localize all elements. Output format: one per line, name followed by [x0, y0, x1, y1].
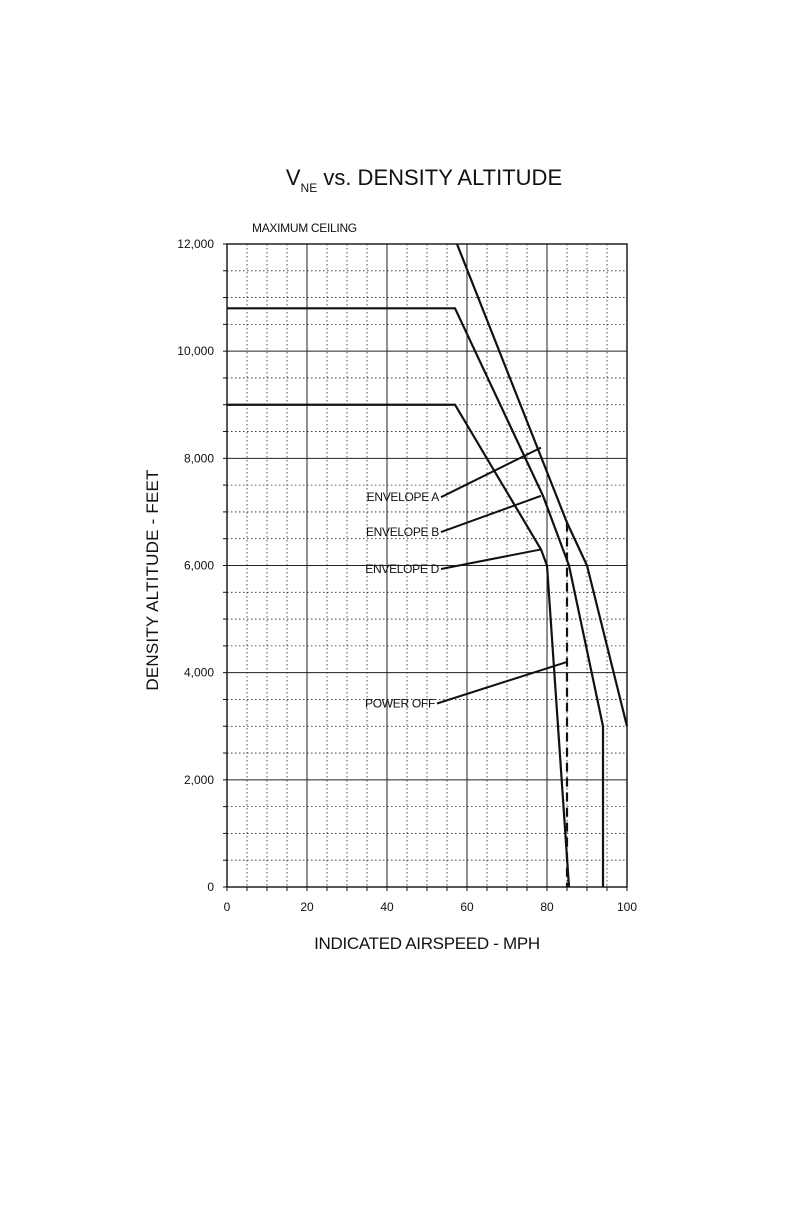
envelope-d-label: ENVELOPE D — [365, 562, 439, 577]
power-off-label: POWER OFF — [365, 696, 435, 711]
y-tick-label: 2,000 — [183, 772, 214, 787]
chart-title-rest: vs. DENSITY ALTITUDE — [317, 165, 563, 190]
envelope-a-leader-line — [441, 448, 541, 498]
x-tick-labels — [224, 900, 638, 914]
y-tick-label: 8,000 — [183, 451, 214, 466]
envelope-a-label: ENVELOPE A — [366, 490, 439, 505]
y-axis-label: DENSITY ALTITUDE - FEET — [143, 469, 162, 691]
chart-title — [286, 165, 562, 195]
x-tick-label: 100 — [616, 900, 638, 914]
y-tick-label: 0 — [207, 880, 214, 894]
chart-title-subscript: NE — [300, 181, 318, 195]
y-tick-labels — [177, 237, 214, 894]
envelope-b-label: ENVELOPE B — [365, 525, 439, 540]
y-tick-label: 4,000 — [183, 665, 214, 680]
envelope-a-line — [457, 244, 627, 726]
chart-subtitle: MAXIMUM CEILING — [252, 221, 357, 235]
callouts-layer — [365, 448, 567, 711]
x-tick-label: 20 — [300, 900, 314, 914]
envelope-b-leader-line — [441, 496, 541, 532]
x-tick-label: 0 — [223, 900, 231, 914]
y-tick-label: 12,000 — [177, 237, 214, 251]
x-tick-label: 40 — [380, 900, 394, 914]
envelope-d-leader-line — [441, 549, 541, 569]
x-tick-label: 80 — [540, 900, 554, 914]
x-tick-label: 60 — [460, 900, 474, 914]
x-axis-label: INDICATED AIRSPEED - MPH — [314, 934, 540, 953]
envelope-d-line — [227, 405, 569, 887]
y-tick-label: 6,000 — [183, 558, 214, 573]
chart-title-v: V — [285, 165, 301, 190]
y-tick-label: 10,000 — [177, 344, 214, 359]
